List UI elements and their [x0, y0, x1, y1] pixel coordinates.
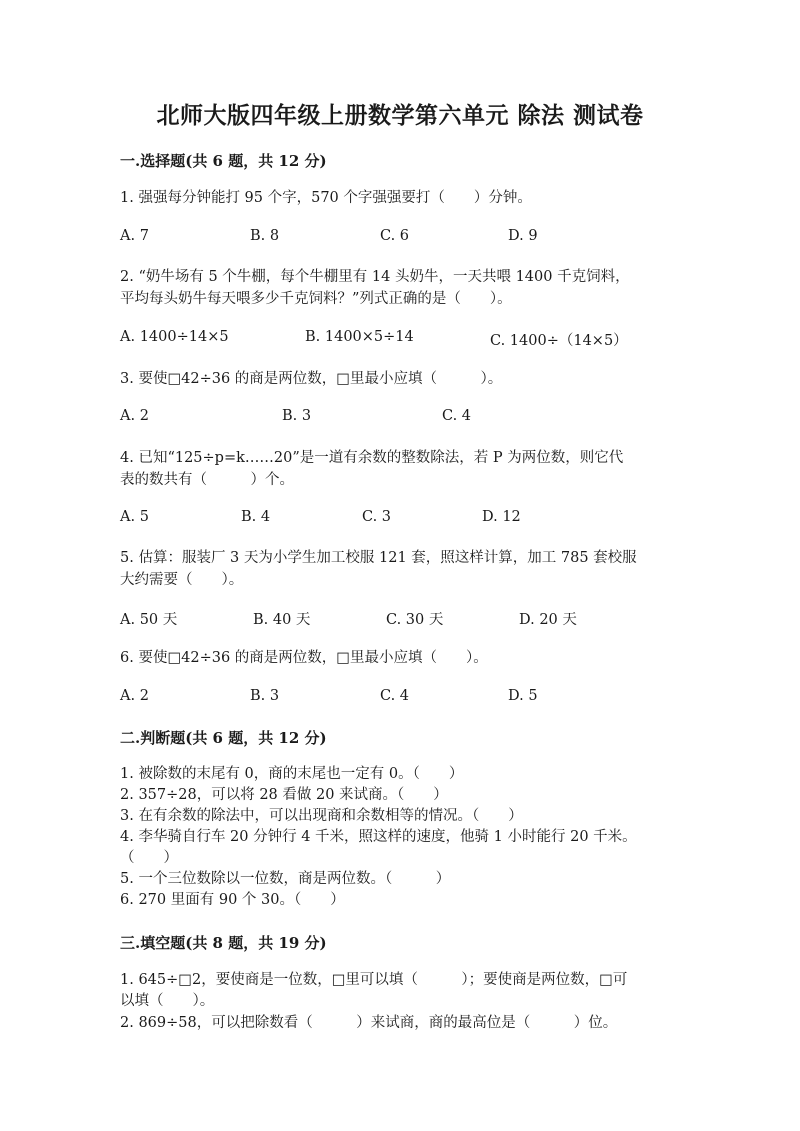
judgement-item-continuation: （ ） [120, 850, 178, 866]
question-4-line-2: 表的数共有（ ）个。 [120, 472, 294, 488]
question-3: 3. 要使□42÷36 的商是两位数，□里最小应填（ ）。 [120, 371, 503, 387]
question-5-line-1: 5. 估算：服装厂 3 天为小学生加工校服 121 套，照这样计算，加工 785 套校服 [120, 550, 637, 566]
section-heading-judgement: 二.判断题(共 6 题，共 12 分) [120, 729, 327, 747]
option-a: A. 1400÷14×5 [120, 329, 229, 345]
option-b: B. 40 天 [253, 612, 311, 628]
option-a: A. 7 [120, 228, 149, 244]
judgement-item: 4. 李华骑自行车 20 分钟行 4 千米，照这样的速度，他骑 1 小时能行 20 千米。 [120, 829, 637, 845]
option-b: B. 3 [282, 408, 312, 424]
option-c: C. 3 [362, 509, 392, 525]
option-d: D. 5 [508, 688, 538, 704]
question-6: 6. 要使□42÷36 的商是两位数，□里最小应填（ ）。 [120, 650, 488, 666]
question-2-line-1: 2. “奶牛场有 5 个牛棚，每个牛棚里有 14 头奶牛，一天共喂 1400 千克饲料， [120, 269, 630, 285]
judgement-item: 2. 357÷28，可以将 28 看做 20 来试商。（ ） [120, 787, 448, 803]
page-title: 北师大版四年级上册数学第六单元 除法 测试卷 [156, 102, 644, 129]
option-b: B. 3 [250, 688, 280, 704]
question-2-line-2: 平均每头奶牛每天喂多少千克饲料？”列式正确的是（ ）。 [120, 291, 512, 307]
judgement-item: 6. 270 里面有 90 个 30。（ ） [120, 892, 345, 908]
option-a: A. 2 [120, 408, 149, 424]
option-b: B. 4 [241, 509, 271, 525]
section-heading-choice: 一.选择题(共 6 题，共 12 分) [120, 152, 327, 170]
option-c: C. 4 [380, 688, 410, 704]
judgement-item: 3. 在有余数的除法中，可以出现商和余数相等的情况。（ ） [120, 808, 523, 824]
fill-blank-item-continuation: 以填（ ）。 [120, 993, 215, 1009]
option-a: A. 5 [120, 509, 149, 525]
fill-blank-item: 1. 645÷□2，要使商是一位数，□里可以填（ ）；要使商是两位数，□可 [120, 972, 628, 988]
option-c: C. 1400÷（14×5） [490, 333, 628, 349]
judgement-item: 1. 被除数的末尾有 0，商的末尾也一定有 0。（ ） [120, 766, 464, 782]
option-d: D. 9 [508, 228, 538, 244]
question-4-line-1: 4. 已知“125÷p=k……20”是一道有余数的整数除法，若 P 为两位数，则它代 [120, 450, 624, 466]
option-c: C. 6 [380, 228, 410, 244]
option-a: A. 2 [120, 688, 149, 704]
option-b: B. 1400×5÷14 [305, 329, 414, 345]
fill-blank-item: 2. 869÷58，可以把除数看（ ）来试商，商的最高位是（ ）位。 [120, 1015, 618, 1031]
section-heading-fill-blank: 三.填空题(共 8 题，共 19 分) [120, 934, 327, 952]
option-c: C. 4 [442, 408, 472, 424]
question-1: 1. 强强每分钟能打 95 个字，570 个字强强要打（ ）分钟。 [120, 190, 532, 206]
judgement-item: 5. 一个三位数除以一位数，商是两位数。（ ） [120, 871, 451, 887]
option-c: C. 30 天 [386, 612, 444, 628]
option-b: B. 8 [250, 228, 280, 244]
question-5-line-2: 大约需要（ ）。 [120, 572, 244, 588]
option-d: D. 20 天 [519, 612, 577, 628]
option-a: A. 50 天 [120, 612, 178, 628]
option-d: D. 12 [482, 509, 521, 525]
